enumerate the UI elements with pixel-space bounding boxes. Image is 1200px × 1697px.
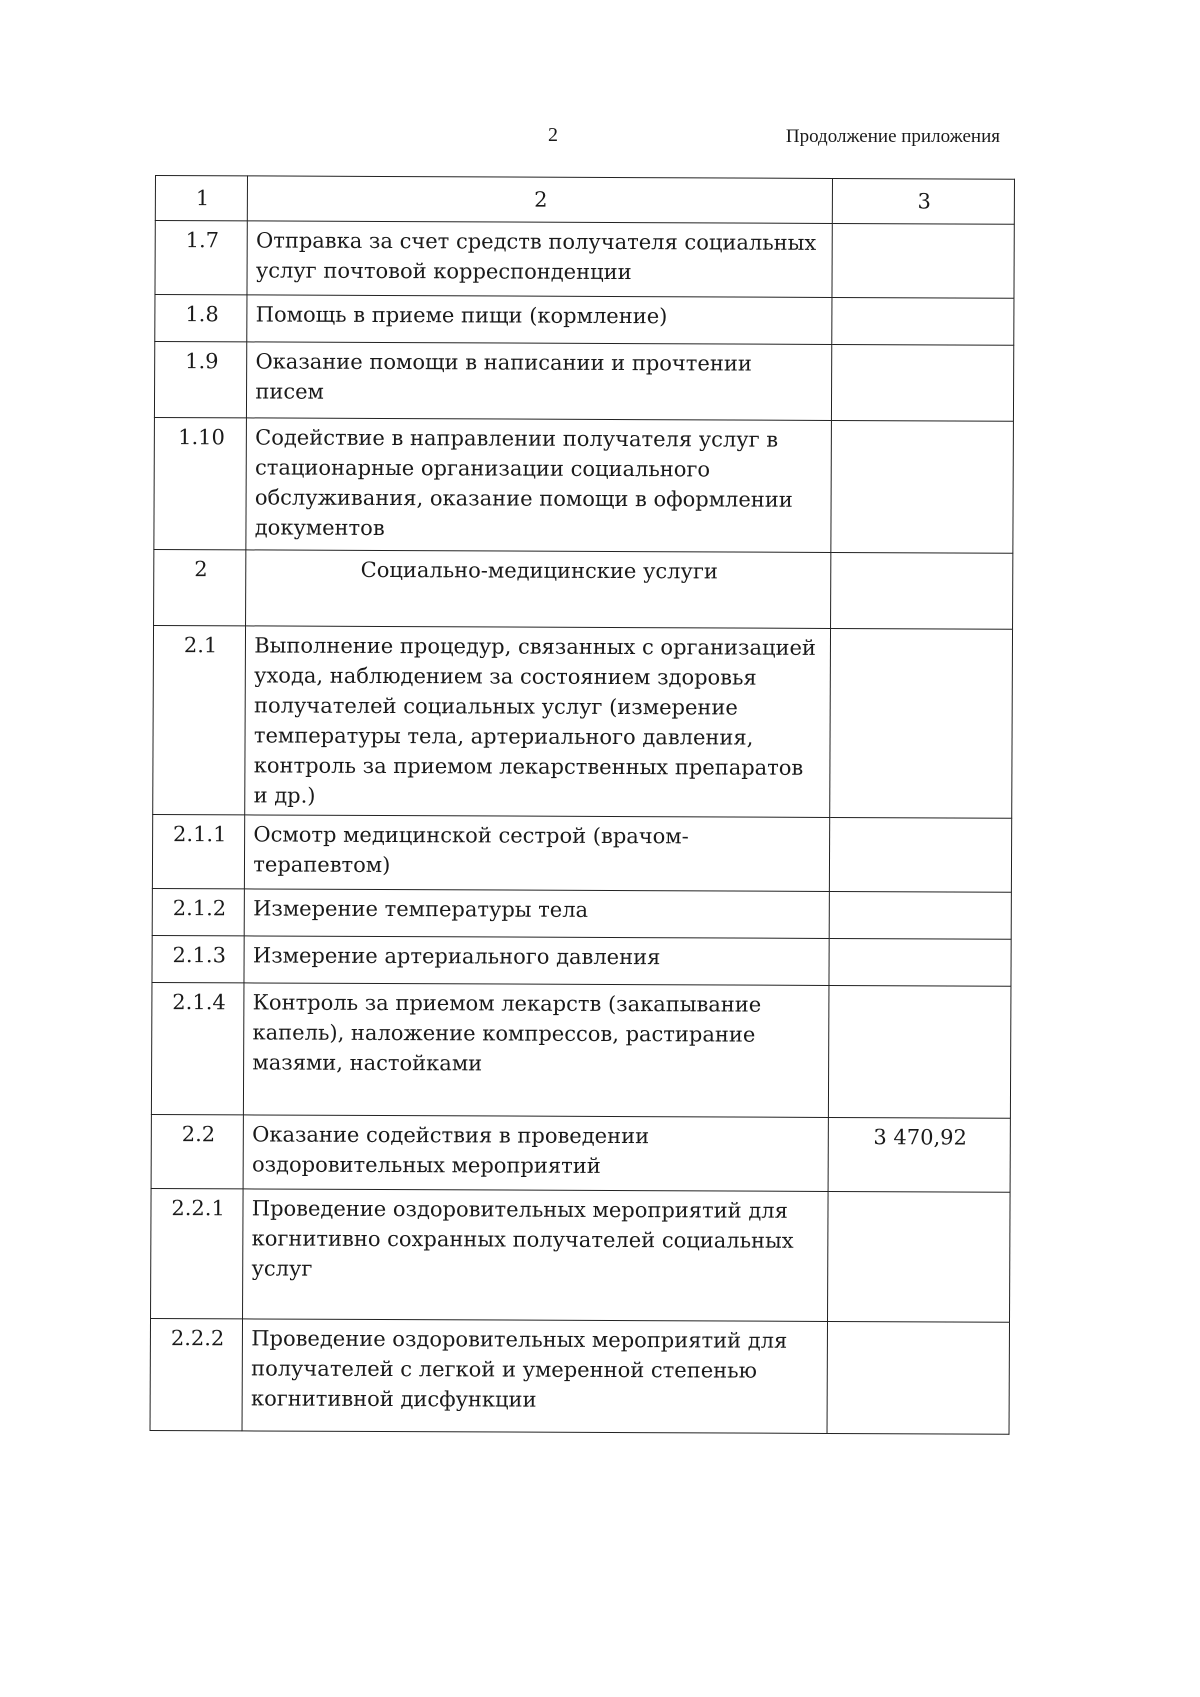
table-row xyxy=(151,1188,1011,1322)
row-price xyxy=(827,1321,1010,1434)
row-number: 2.1 xyxy=(153,625,246,814)
row-price xyxy=(829,891,1012,939)
section-number: 2 xyxy=(154,549,247,625)
column-header-service: 2 xyxy=(248,176,833,224)
row-service-name: Контроль за приемом лекарств (закапывание капель), наложение компрессов, растирание мазями, настойками xyxy=(244,983,829,1118)
table-row xyxy=(155,295,1014,346)
row-service-name: Осмотр медицинской сестрой (врачом-терапевтом) xyxy=(245,815,830,892)
row-number: 1.7 xyxy=(155,221,248,295)
row-service-name: Проведение оздоровительных мероприятий для когнитивно сохранных получателей социальных услуг xyxy=(243,1189,828,1322)
row-number: 2.1.2 xyxy=(152,888,245,935)
table-row xyxy=(152,888,1011,939)
table-row xyxy=(151,982,1011,1118)
row-price xyxy=(827,1191,1010,1322)
table-row xyxy=(151,1114,1010,1192)
column-header-number: 1 xyxy=(155,176,248,221)
row-service-name: Оказание помощи в написании и прочтении писем xyxy=(247,342,832,421)
row-service-name: Помощь в приеме пищи (кормление) xyxy=(247,295,832,345)
row-price xyxy=(829,628,1012,818)
row-service-name: Измерение артериального давления xyxy=(244,936,829,986)
table-row xyxy=(152,935,1011,986)
table-row xyxy=(155,221,1014,299)
row-service-name: Отправка за счет средств получателя социальных услуг почтовой корреспонденции xyxy=(247,221,832,298)
row-price xyxy=(831,420,1014,553)
table-row xyxy=(154,417,1014,553)
row-service-name: Оказание содействия в проведении оздоровительных мероприятий xyxy=(243,1115,828,1192)
row-number: 1.8 xyxy=(155,295,248,342)
row-price xyxy=(832,223,1015,298)
row-number: 1.9 xyxy=(154,342,247,418)
row-price xyxy=(830,552,1013,629)
row-service-name: Содействие в направлении получателя услуг в стационарные организации социального обслуживания, оказание помощи в оформлении документов xyxy=(246,418,831,553)
table-row xyxy=(150,1318,1009,1434)
table-row xyxy=(154,342,1013,422)
row-number: 2.2.2 xyxy=(150,1318,243,1430)
row-price xyxy=(829,938,1012,986)
row-number: 2.2.1 xyxy=(151,1188,244,1318)
row-price xyxy=(829,817,1012,892)
row-number: 2.2 xyxy=(151,1114,244,1188)
row-service-name: Выполнение процедур, связанных с организацией ухода, наблюдением за состоянием здоровья получателей социальных услуг (измерение температуры тела, артериального давления, контроль за приемом лекарственных препаратов и др.) xyxy=(245,626,830,818)
row-number: 2.1.3 xyxy=(152,935,245,982)
continuation-label: Продолжение приложения xyxy=(785,126,1000,147)
row-price xyxy=(831,344,1014,421)
table-row xyxy=(152,814,1011,892)
row-service-name: Измерение температуры тела xyxy=(244,889,829,939)
section-title: Социально-медицинские услуги xyxy=(246,550,831,629)
table-row xyxy=(153,625,1013,818)
table-header-row xyxy=(155,176,1014,225)
column-header-price: 3 xyxy=(832,178,1015,224)
row-number: 2.1.4 xyxy=(151,982,244,1114)
row-price: 3 470,92 xyxy=(828,1117,1011,1192)
row-number: 1.10 xyxy=(154,417,247,549)
row-service-name: Проведение оздоровительных мероприятий для получателей с легкой и умеренной степенью когнитивной дисфункции xyxy=(242,1319,827,1434)
services-table xyxy=(150,175,1015,1435)
row-number: 2.1.1 xyxy=(152,814,245,888)
section-row xyxy=(154,549,1013,629)
row-price xyxy=(831,297,1014,345)
page-number: 2 xyxy=(548,124,558,146)
row-price xyxy=(828,985,1011,1118)
